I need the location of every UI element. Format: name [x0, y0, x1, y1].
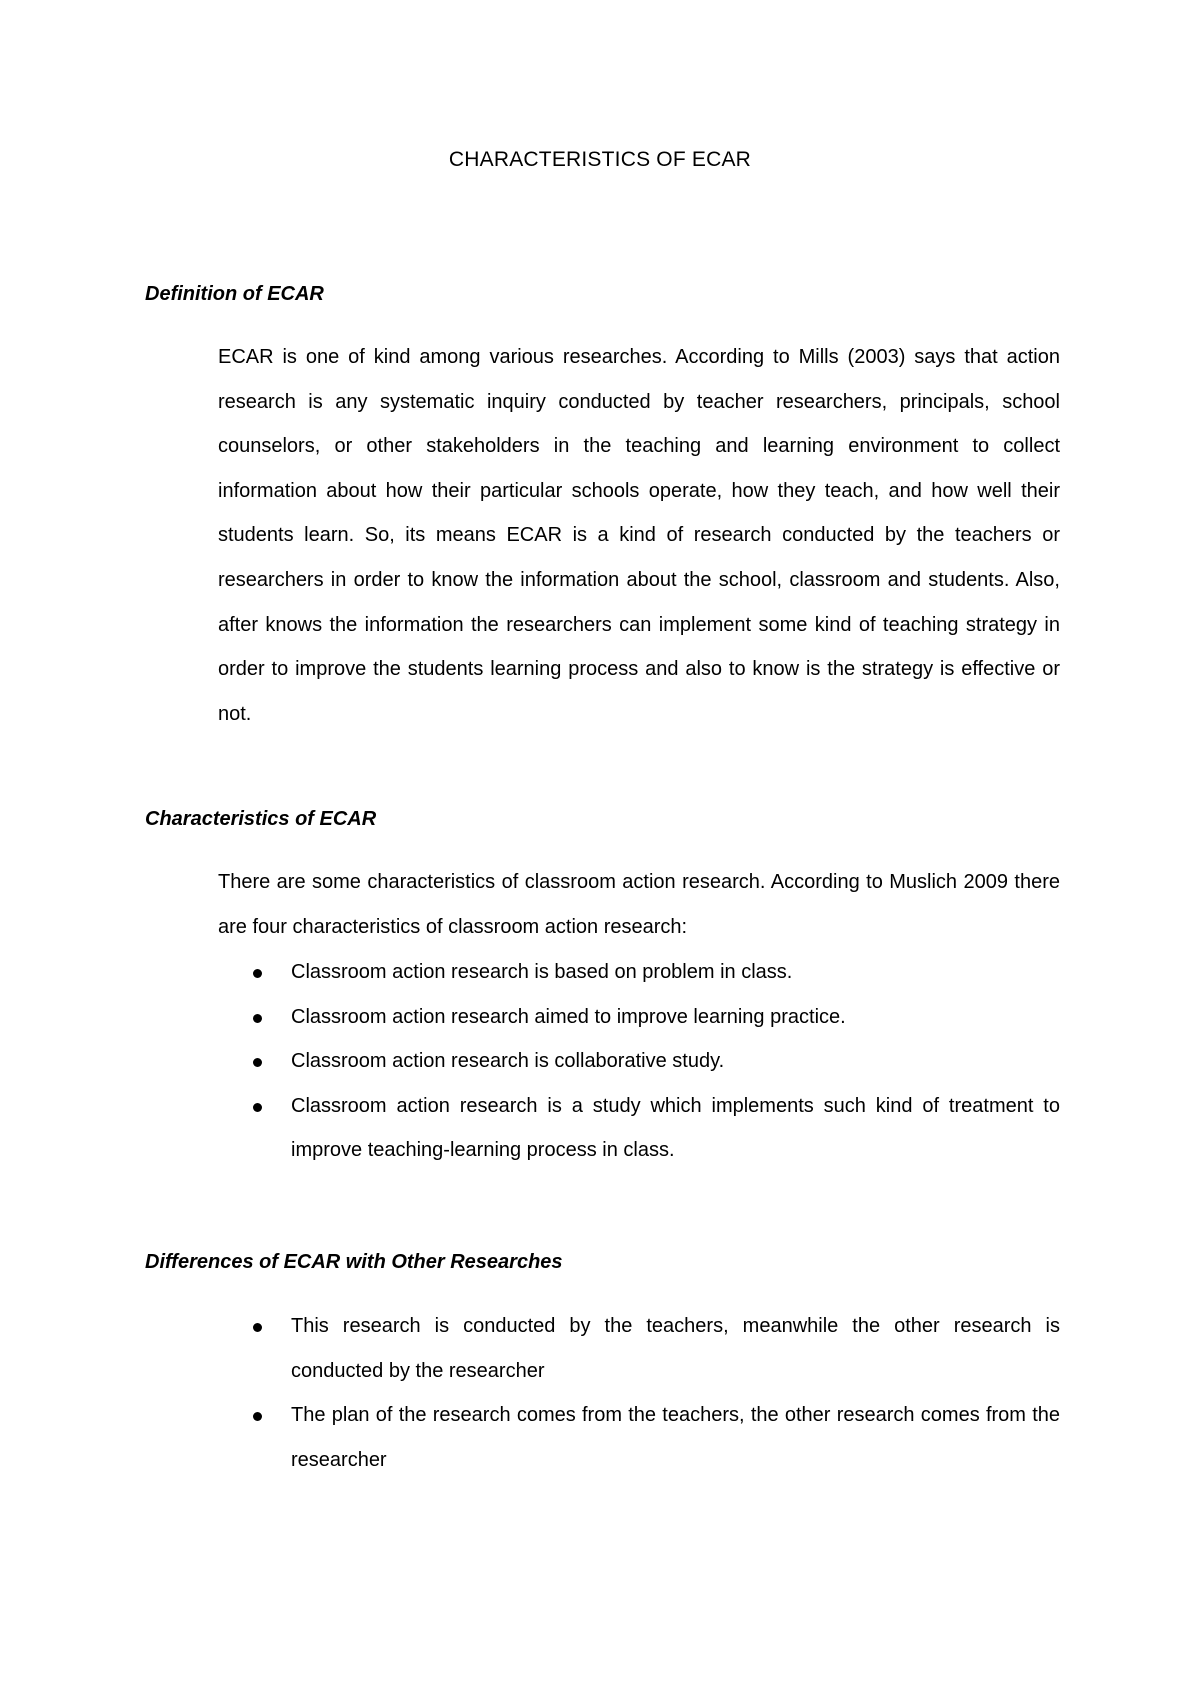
list-item — [218, 995, 1060, 1040]
bullet-icon — [253, 1103, 262, 1112]
list-item-text: Classroom action research is collaborative study. — [291, 1050, 725, 1073]
definition-paragraph: ECAR is one of kind among various researches. According to Mills (2003) says that action research is any systematic inquiry conducted by teacher researchers, principals, school counselors, or other stakeholders in the teaching and learning environment to collect information about how their particular schools operate, how they teach, and how well their students learn. So, its means ECAR is a kind of research conducted by the teachers or researchers in order to know the information about the school, classroom and students. Also, after knows the information the researchers can implement some kind of teaching strategy in order to improve the students learning process and also to know is the strategy is effective or not. — [218, 346, 1060, 725]
bullet-icon — [253, 969, 262, 978]
list-item — [218, 1393, 1060, 1482]
list-item-text: Classroom action research is based on problem in class. — [291, 961, 793, 983]
list-item-text: Classroom action research aimed to improve learning practice. — [291, 1005, 846, 1028]
list-item — [218, 1304, 1060, 1393]
characteristics-heading: Characteristics of ECAR — [145, 808, 377, 830]
list-item-text: Classroom action research is a study which implements such kind of treatment to improve teaching-learning process in class. — [291, 1094, 1060, 1162]
differences-list — [218, 1304, 1060, 1482]
characteristics-intro: There are some characteristics of classroom action research. According to Muslich 2009 there are four characteristics of classroom action research: — [218, 871, 1060, 938]
bullet-icon — [253, 1323, 262, 1332]
bullet-icon — [253, 1058, 262, 1067]
list-item — [218, 1084, 1060, 1173]
differences-heading: Differences of ECAR with Other Researches — [145, 1251, 563, 1273]
document-title: CHARACTERISTICS OF ECAR — [448, 148, 752, 171]
list-item — [218, 1039, 1060, 1084]
list-item-text: This research is conducted by the teachers, meanwhile the other research is conducted by the researcher — [291, 1315, 1060, 1382]
list-item — [218, 950, 1060, 995]
definition-heading: Definition of ECAR — [145, 283, 324, 305]
bullet-icon — [253, 1412, 262, 1421]
characteristics-list — [218, 950, 1060, 1173]
bullet-icon — [253, 1014, 262, 1023]
list-item-text: The plan of the research comes from the teachers, the other research comes from the researcher — [291, 1404, 1060, 1471]
